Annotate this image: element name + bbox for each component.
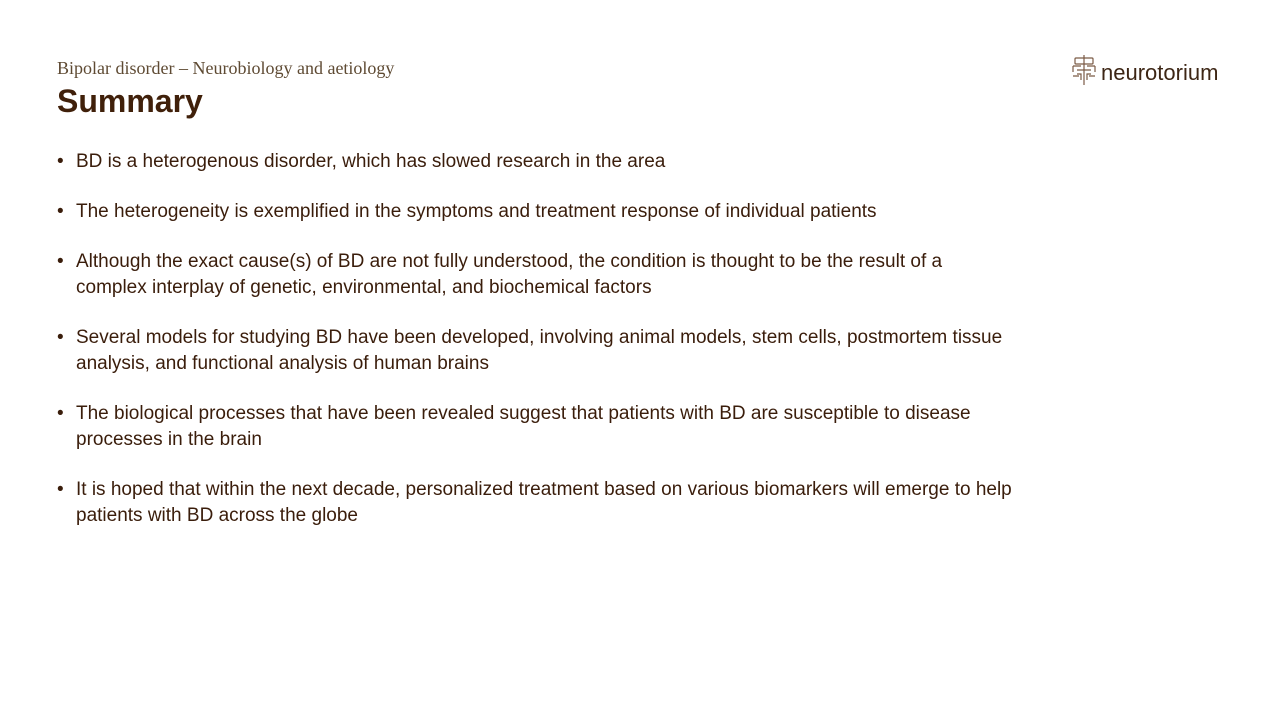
bullet-item: • The biological processes that have been revealed suggest that patients with BD are susceptible to disease processes in the brain bbox=[57, 401, 1017, 453]
bullet-item: • It is hoped that within the next decade, personalized treatment based on various biomarkers will emerge to help patients with BD across the globe bbox=[57, 477, 1017, 529]
summary-bullet-list bbox=[57, 149, 1017, 553]
bullet-item: • Although the exact cause(s) of BD are not fully understood, the condition is thought to be the result of a complex interplay of genetic, environmental, and biochemical factors bbox=[57, 249, 1017, 301]
bullet-item: • The heterogeneity is exemplified in the symptoms and treatment response of individual patients bbox=[57, 199, 1017, 225]
bullet-item: • BD is a heterogenous disorder, which has slowed research in the area bbox=[57, 149, 1017, 175]
slide-subtitle: Bipolar disorder – Neurobiology and aetiology bbox=[57, 58, 395, 78]
neurotorium-logo bbox=[1071, 54, 1218, 91]
bullet-item: • Several models for studying BD have been developed, involving animal models, stem cells, postmortem tissue analysis, and functional analysis of human brains bbox=[57, 325, 1017, 377]
brain-tree-icon bbox=[1071, 54, 1097, 91]
logo-text: neurotorium bbox=[1101, 59, 1219, 85]
slide-title: Summary bbox=[57, 83, 203, 119]
